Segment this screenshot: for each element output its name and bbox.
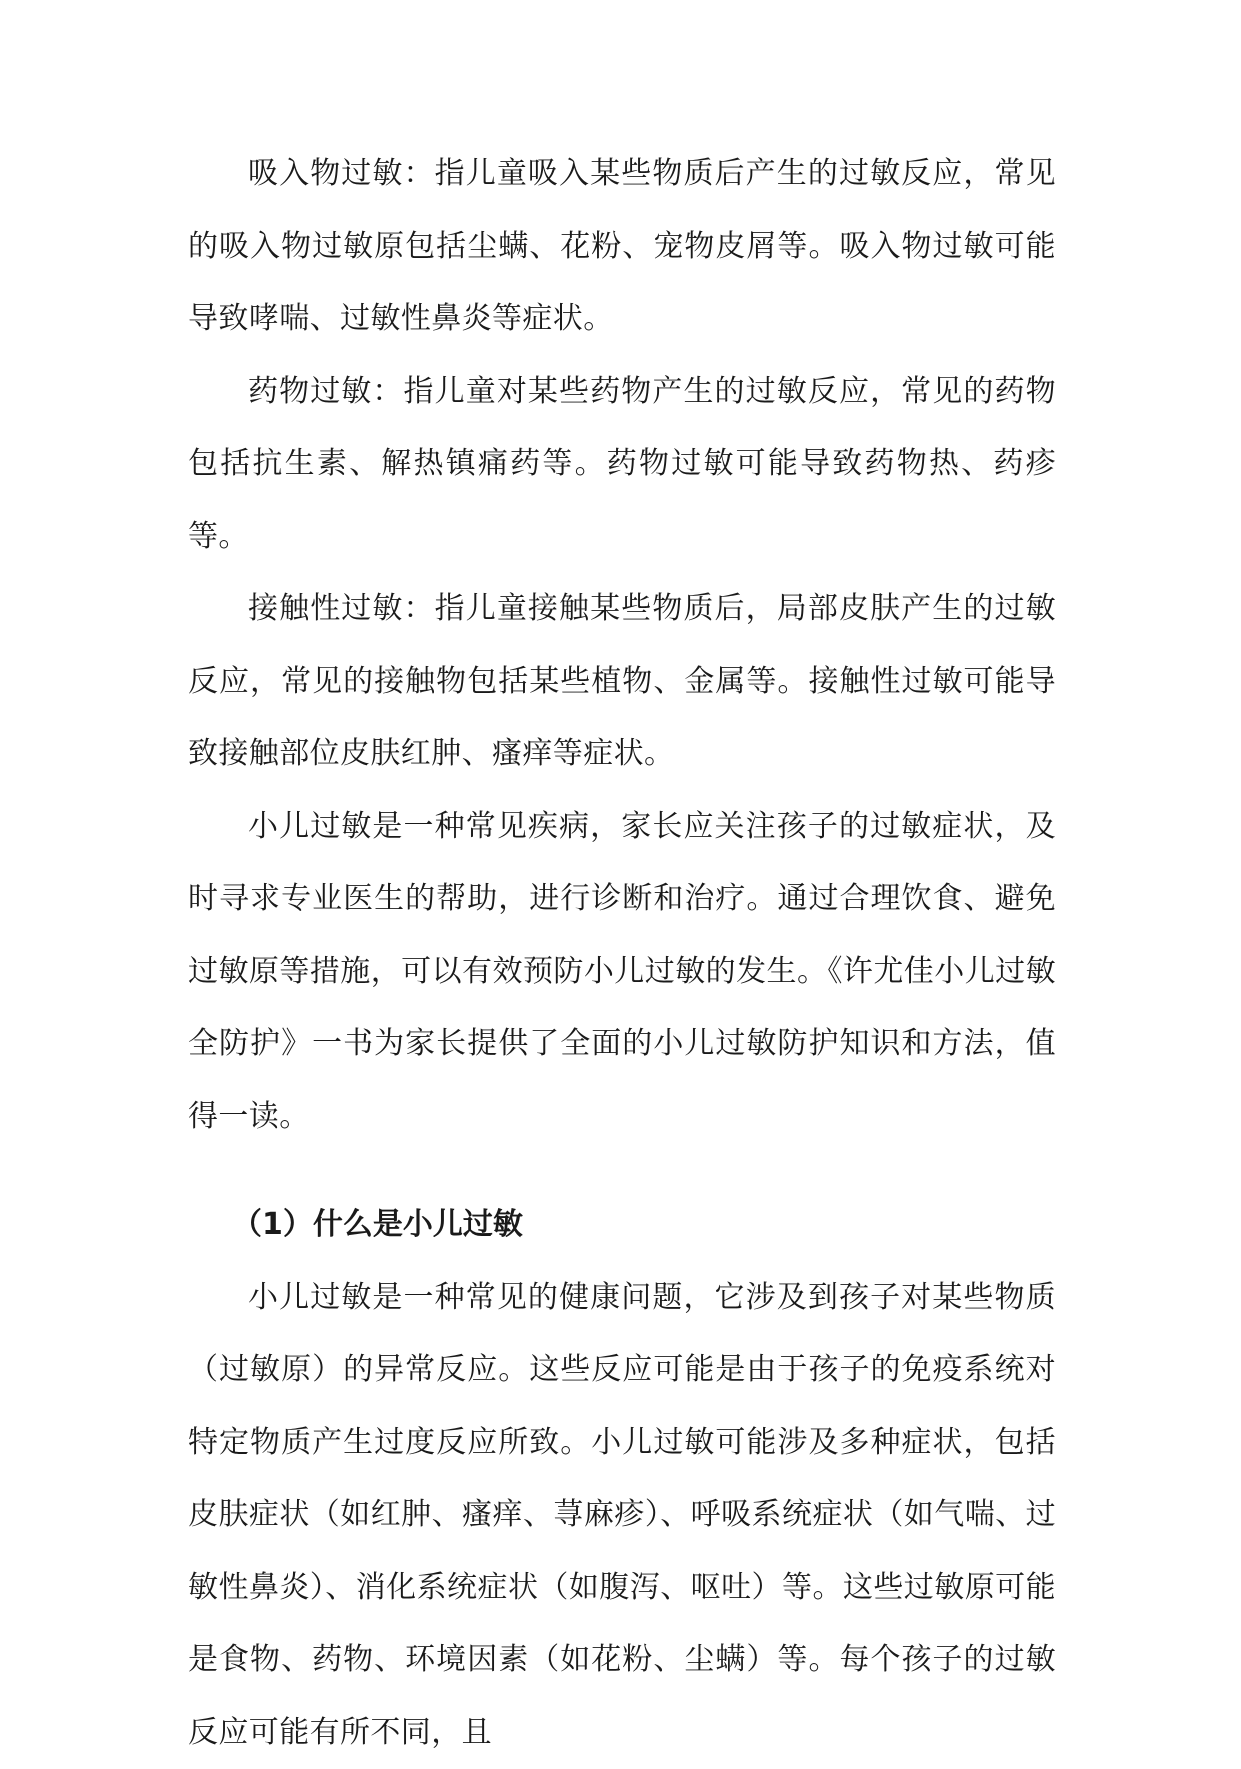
paragraph-summary: 小儿过敏是一种常见疾病，家长应关注孩子的过敏症状，及时寻求专业医生的帮助，进行诊断和治疗。通过合理饮食、避免过敏原等措施，可以有效预防小儿过敏的发生。《许尤佳小儿过敏全防护》一书为家长提供了全面的小儿过敏防护知识和方法，值得一读。 [188, 791, 1056, 1154]
paragraph-drug-allergy: 药物过敏：指儿童对某些药物产生的过敏反应，常见的药物包括抗生素、解热镇痛药等。药物过敏可能导致药物热、药疹等。 [188, 356, 1056, 574]
paragraph-contact-allergy: 接触性过敏：指儿童接触某些物质后，局部皮肤产生的过敏反应，常见的接触物包括某些植物、金属等。接触性过敏可能导致接触部位皮肤红肿、瘙痒等症状。 [188, 573, 1056, 791]
section-heading: （1）什么是小儿过敏 [188, 1189, 1056, 1262]
body-text [188, 138, 1056, 1769]
paragraph-definition: 小儿过敏是一种常见的健康问题，它涉及到孩子对某些物质（过敏原）的异常反应。这些反应可能是由于孩子的免疫系统对特定物质产生过度反应所致。小儿过敏可能涉及多种症状，包括皮肤症状（如红肿、瘙痒、荨麻疹）、呼吸系统症状（如气喘、过敏性鼻炎）、消化系统症状（如腹泻、呕吐）等。这些过敏原可能是食物、药物、环境因素（如花粉、尘螨）等。每个孩子的过敏反应可能有所不同，且 [188, 1262, 1056, 1769]
paragraph-inhalant-allergy: 吸入物过敏：指儿童吸入某些物质后产生的过敏反应，常见的吸入物过敏原包括尘螨、花粉、宠物皮屑等。吸入物过敏可能导致哮喘、过敏性鼻炎等症状。 [188, 138, 1056, 356]
